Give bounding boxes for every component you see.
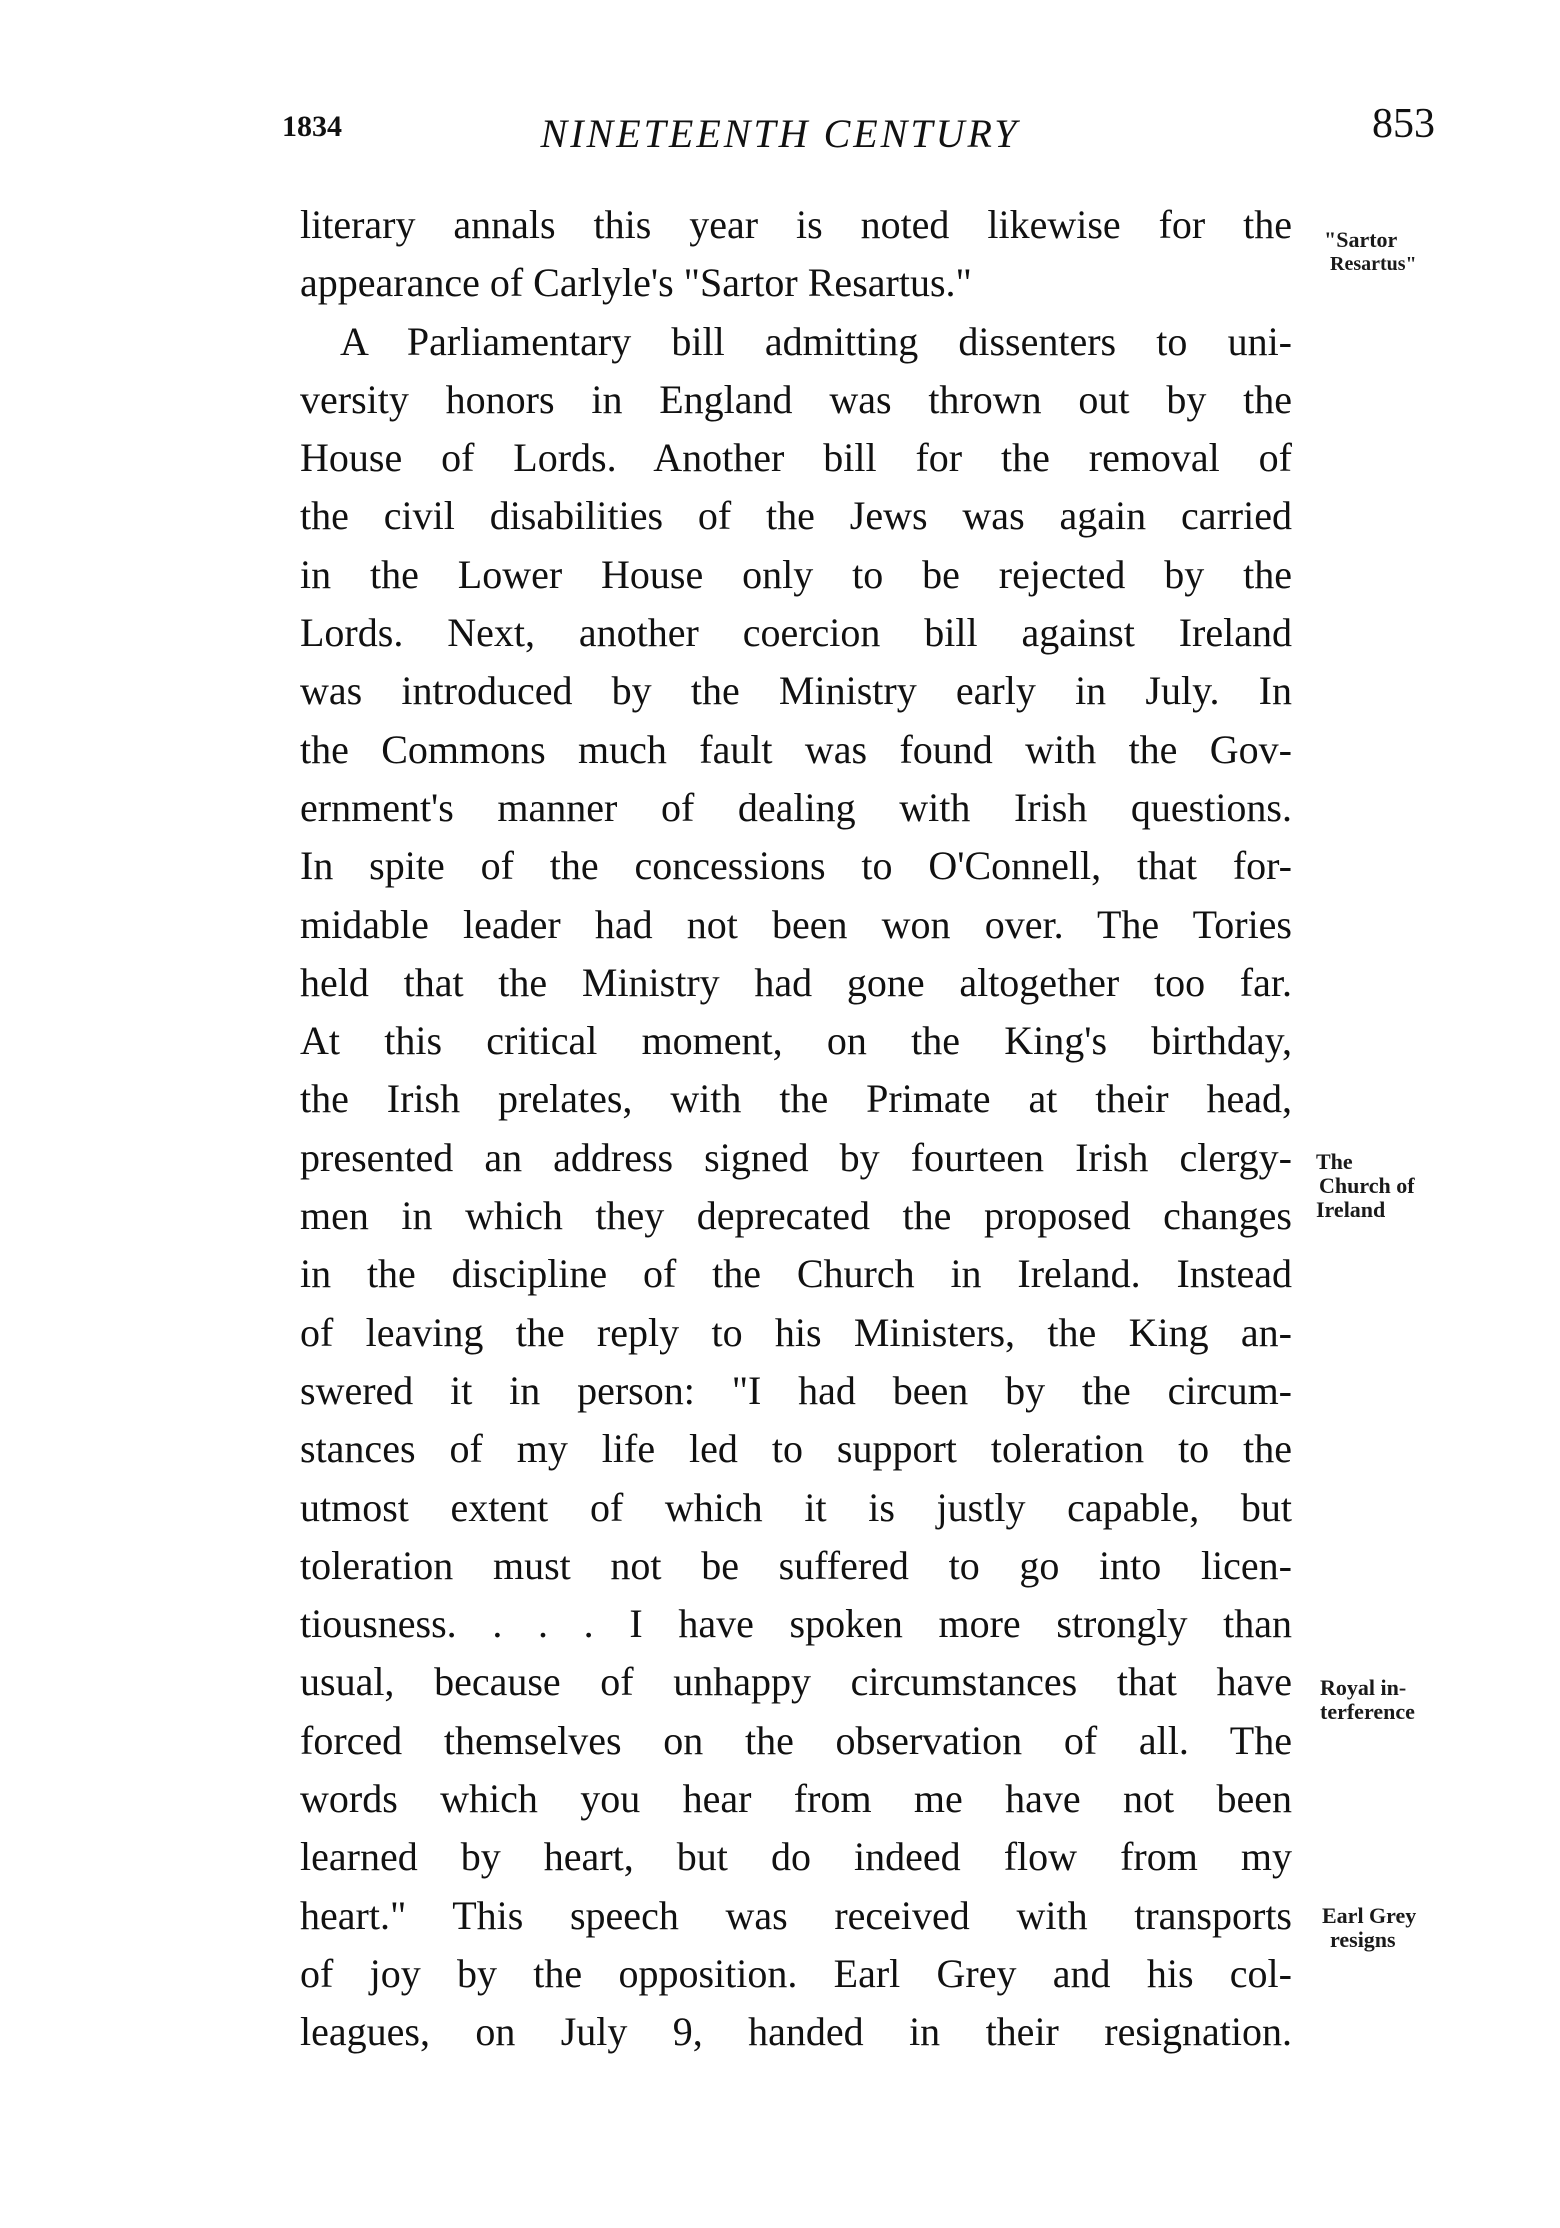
body-text — [300, 196, 1292, 2062]
text-line: of leaving the reply to his Ministers, the King an- — [300, 1309, 1292, 1355]
margin-note-church-of-ireland: The Church of Ireland — [1316, 1149, 1415, 1222]
margin-note-royal-interference: Royal in- terference — [1320, 1675, 1415, 1724]
text-line: At this critical moment, on the King's birthday, — [300, 1018, 1292, 1064]
text-line: the Irish prelates, with the Primate at their head, — [300, 1076, 1292, 1122]
text-line: leagues, on July 9, handed in their resignation. — [300, 2009, 1292, 2055]
text-line: utmost extent of which it is justly capable, but — [300, 1484, 1292, 1530]
text-line: in the discipline of the Church in Ireland. Instead — [300, 1251, 1292, 1297]
text-line: A Parliamentary bill admitting dissenters to uni- — [340, 318, 1292, 364]
page-number: 853 — [1372, 101, 1435, 147]
header-year: 1834 — [282, 110, 342, 143]
text-line: was introduced by the Ministry early in July. In — [300, 668, 1292, 714]
text-line: Lords. Next, another coercion bill against Ireland — [300, 610, 1292, 656]
text-line: appearance of Carlyle's "Sartor Resartus." — [300, 260, 972, 306]
text-line: usual, because of unhappy circumstances that have — [300, 1659, 1292, 1705]
text-line: words which you hear from me have not been — [300, 1776, 1292, 1822]
running-title: NINETEENTH CENTURY — [540, 111, 1020, 156]
margin-note-earl-grey-resigns: Earl Grey resigns — [1322, 1903, 1417, 1952]
text-line: in the Lower House only to be rejected by the — [300, 551, 1292, 597]
text-line: literary annals this year is noted likewise for the — [300, 202, 1292, 247]
text-line: versity honors in England was thrown out by the — [300, 376, 1292, 422]
text-line: held that the Ministry had gone altogether too far. — [300, 959, 1292, 1005]
text-line: ernment's manner of dealing with Irish questions. — [300, 784, 1292, 830]
text-line: heart." This speech was received with transports — [300, 1892, 1292, 1938]
text-line: tiousness. . . . I have spoken more strongly than — [300, 1601, 1292, 1647]
text-line: the Commons much fault was found with the Gov- — [300, 726, 1292, 772]
text-line: the civil disabilities of the Jews was again carried — [300, 493, 1292, 539]
text-line: toleration must not be suffered to go into licen- — [300, 1542, 1292, 1588]
text-line: House of Lords. Another bill for the removal of — [300, 435, 1292, 481]
text-line: of joy by the opposition. Earl Grey and his col- — [300, 1950, 1292, 1996]
text-line: swered it in person: "I had been by the circum- — [300, 1367, 1292, 1413]
text-line: midable leader had not been won over. The Tories — [300, 901, 1292, 947]
text-line: presented an address signed by fourteen Irish clergy- — [300, 1134, 1292, 1180]
text-line: forced themselves on the observation of all. The — [300, 1717, 1292, 1763]
text-line: In spite of the concessions to O'Connell, that for- — [300, 843, 1292, 889]
text-line: men in which they deprecated the proposed changes — [300, 1193, 1292, 1239]
text-line: stances of my life led to support toleration to the — [300, 1426, 1292, 1472]
text-line: learned by heart, but do indeed flow from my — [300, 1834, 1292, 1880]
margin-note-sartor-resartus: "Sartor Resartus" — [1324, 227, 1417, 275]
